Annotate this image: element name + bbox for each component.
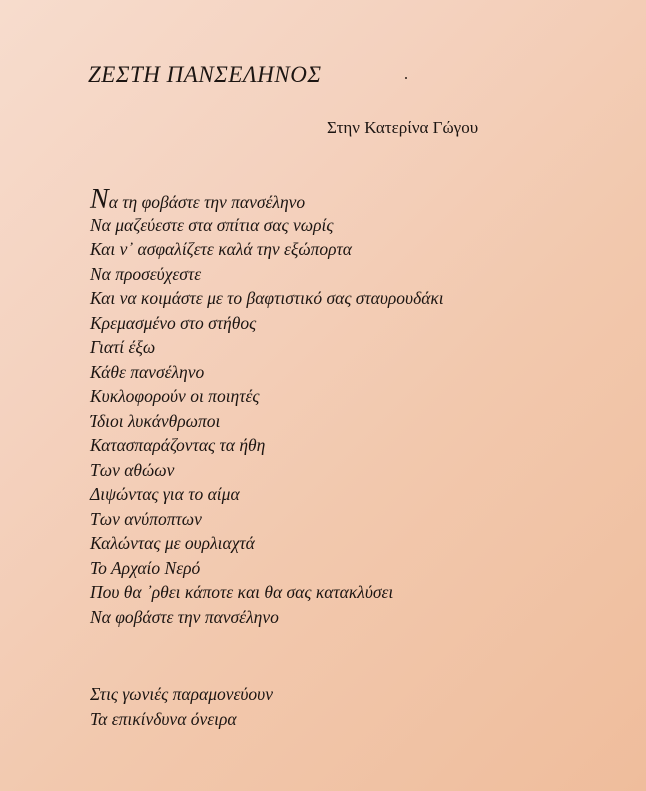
poem-line: Διψώντας για το αίμα — [90, 484, 240, 504]
poem-line: Να φοβάστε την πανσέληνο — [90, 606, 279, 627]
poem-line: Των ανύποπτων — [90, 508, 202, 529]
stanza-1 — [90, 184, 444, 629]
poem-line: Που θα ᾽ρθει κάποτε και θα σας κατακλύσει — [90, 582, 394, 602]
poem-line: Τα επικίνδυνα όνειρα — [90, 708, 237, 729]
poem-line-text: α τη φοβάστε την πανσέληνο — [108, 192, 306, 212]
poem-line: Κρεμασμένο στο στήθος — [90, 312, 257, 333]
poem-line: Το Αρχαίο Νερό — [90, 557, 201, 578]
poem-line: Να μαζεύεστε στα σπίτια σας νωρίς — [90, 214, 334, 235]
poem-line: Ίδιοι λυκάνθρωποι — [90, 410, 221, 431]
poem-line: Καλώντας με ουρλιαχτά — [90, 533, 255, 553]
drop-cap: Ν — [90, 184, 109, 215]
stanza-2 — [90, 682, 273, 731]
poem-title: ΖΕΣΤΗ ΠΑΝΣΕΛΗΝΟΣ — [88, 62, 322, 87]
poem-line: Και ν᾽ ασφαλίζετε καλά την εξώπορτα — [90, 239, 352, 259]
poem-line: Και να κοιμάστε με το βαφτιστικό σας σταυρουδάκι — [90, 288, 444, 308]
poem-line: Στις γωνιές παραμονεύουν — [90, 684, 273, 704]
poem-line: Κυκλοφορούν οι ποιητές — [90, 386, 260, 406]
poem-line: Κατασπαράζοντας τα ήθη — [90, 435, 266, 455]
dedication: Στην Κατερίνα Γώγου — [327, 118, 479, 137]
poem-line: Γιατί έξω — [90, 337, 156, 357]
poem-line: Των αθώων — [90, 459, 175, 480]
poem-line: Να προσεύχεστε — [90, 263, 202, 284]
poem-line — [90, 184, 444, 215]
ink-speck — [405, 77, 407, 79]
poem-line: Κάθε πανσέληνο — [90, 361, 205, 382]
